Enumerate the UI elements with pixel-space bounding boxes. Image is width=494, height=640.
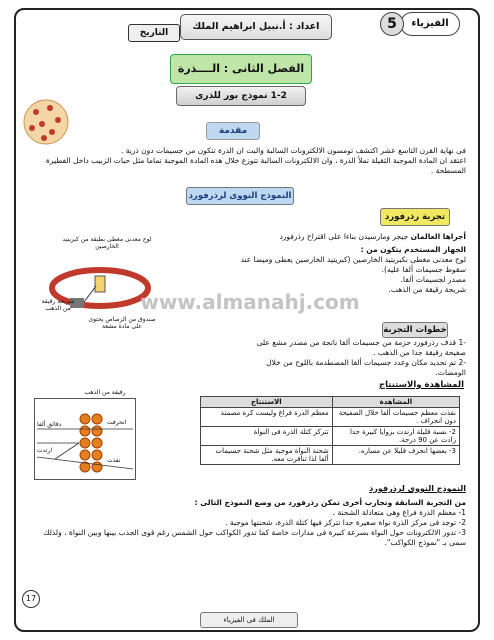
conclusion-section: [30, 484, 466, 548]
apparatus-item-1: لوح معدنى مغطى بكبريتيد الخارصين (كبريتيد الخارصين يعطى وميضا عند سقوط جسيمات ألفا عليه).: [240, 255, 466, 274]
table-cell: تتركز كتلة الذرة فى النواة: [201, 427, 333, 446]
intro-bullet-2: اعتقد ان المادة الموجبة الثقيلة تملأ الذرة ، وان الالكترونات السالبة تتوزع خلال هذه المادة الموجبة تماما مثل حبات الزبيب داخل الفطيرة المسطحة .: [46, 156, 466, 175]
foil-label: رقيقة من الذهب: [84, 389, 126, 396]
watermark: www.almanahj.com: [140, 290, 360, 314]
scientists-line-label: أجراها العالمان: [410, 232, 466, 241]
table-cell: 2- نسبة قليلة ارتدت بزوايا كبيرة جدا زادت عن 90 درجة.: [332, 427, 459, 446]
table-cell: نفذت معظم جسيمات ألفا خلال الصفيحة دون انحراف .: [332, 408, 459, 427]
observation-label: المشاهدة والاستنتاج: [378, 380, 464, 390]
foil-drawing: [35, 399, 135, 479]
rutherford-model-title: النموذج النووى لرذرفورد: [186, 187, 294, 205]
diagram-label-source: صندوق من الرصاص يحتوى على مادة مشعة: [88, 316, 156, 330]
author-box: اعداد : أ.نبيل ابراهيم الملك: [180, 14, 332, 40]
conclusion-item-2: 2- توجد فى مركز الذرة نواة صغيرة جدا تتركز فيها كتلة الذرة، شحنتها موجبة .: [225, 518, 466, 527]
foil-label-alpha: دقائق ألفا: [37, 421, 62, 428]
unit-number: 5: [380, 12, 404, 36]
physics-badge: الفيزياء: [400, 12, 460, 36]
table-cell: شحنة النواة موجبة مثل شحنة جسيمات ألفا لذا تنافرت معه.: [201, 446, 333, 465]
table-row: [201, 446, 460, 465]
diagram-label-plate: لوح معدنى مغطى بطبقة من كبريتيد الخارصين: [62, 236, 152, 250]
table-row: [201, 427, 460, 446]
table-cell: 3- بعضها انحرف قليلا عن مساره.: [332, 446, 459, 465]
diagram-label-foil: شريحة رقيقة من الذهب: [41, 298, 75, 312]
conclusion-label: النموذج النووى لرذرفورد: [369, 484, 466, 493]
conclusion-item-3: 3- تدور الالكترونات حول النواة بسرعة كبيرة فى مدارات خاصة كما تدور الكواكب حول الشمس رغم قوى الجذب بينها وبين النواة ، ولذلك سمى بـ "نموذج الكواكب".: [43, 528, 466, 547]
steps-label: خطوات التجربة: [382, 322, 448, 338]
scientists-line: [236, 232, 466, 242]
apparatus-text: [236, 232, 466, 295]
experiment-label: تجربة رذرفورد: [380, 208, 450, 226]
intro-label: مقدمة: [206, 122, 260, 140]
step-item-1-text: قذف رذرفورد حزمة من جسيمات ألفا ناتجة من مصدر مشع على صفيحة رقيقة جدا من الذهب .: [256, 338, 466, 357]
step-item-1: -1 قذف رذرفورد حزمة من جسيمات ألفا ناتجة من مصدر مشع على صفيحة رقيقة جدا من الذهب .: [256, 338, 466, 357]
results-header-row: [201, 397, 460, 408]
apparatus-label: الجهاز المستخدم يتكون من :: [360, 245, 466, 254]
foil-label-passed: نفذت: [107, 457, 121, 464]
table-row: [201, 408, 460, 427]
conclusion-intro: من التجربة السابقة وتجارب أخرى تمكن رذرفورد من وضع النموذج التالى :: [194, 498, 466, 507]
intro-bullet-1: فى نهاية القرن التاسع عشر اكتشف تومسون الالكترونات السالبة والبت ان الذرة تتكون من جسيمات دون ذرية .: [120, 146, 466, 155]
results-header-conclusion: الاستنتاج: [201, 397, 333, 408]
history-badge: التاريخ: [128, 24, 180, 42]
conclusion-item-1: 1- معظم الذرة فراغ وهى متعادلة الشحنة .: [332, 508, 466, 517]
step-item-2: -2 تم تحديد مكان وعدد جسيمات ألفا المصطدمة باللوح من خلال الومضات.: [266, 358, 466, 377]
foil-diagram: [34, 389, 136, 480]
chapter-title: الفصل الثانى : الــــذرة: [170, 54, 312, 84]
apparatus-item-3: شريحة رقيقة من الذهب.: [388, 285, 466, 294]
step-item-2-text: تم تحديد مكان وعدد جسيمات ألفا المصطدمة باللوح من خلال الومضات.: [266, 358, 466, 377]
foil-label-deflected: انحرفت: [107, 419, 127, 426]
results-table: [200, 396, 460, 465]
apparatus-item-2: مصدر لجسيمات ألفا.: [400, 275, 466, 284]
foil-label-reflected: ارتدت: [37, 447, 53, 454]
section-title: 1-2 نموذج بور للذرى: [176, 86, 306, 106]
results-header-observation: المشاهدة: [332, 397, 459, 408]
page-number: 17: [22, 590, 40, 608]
intro-paragraph: [30, 146, 466, 176]
plum-pudding-icon: [22, 98, 70, 146]
steps-text: [236, 338, 466, 378]
scientists-line-text: جيجر ومارسيدن بناءا على اقتراح رذرفورد: [279, 232, 409, 241]
table-cell: معظم الذرة فراغ وليست كرة مصمتة: [201, 408, 333, 427]
footer-badge: الملك فى الفيزياء: [200, 612, 298, 628]
